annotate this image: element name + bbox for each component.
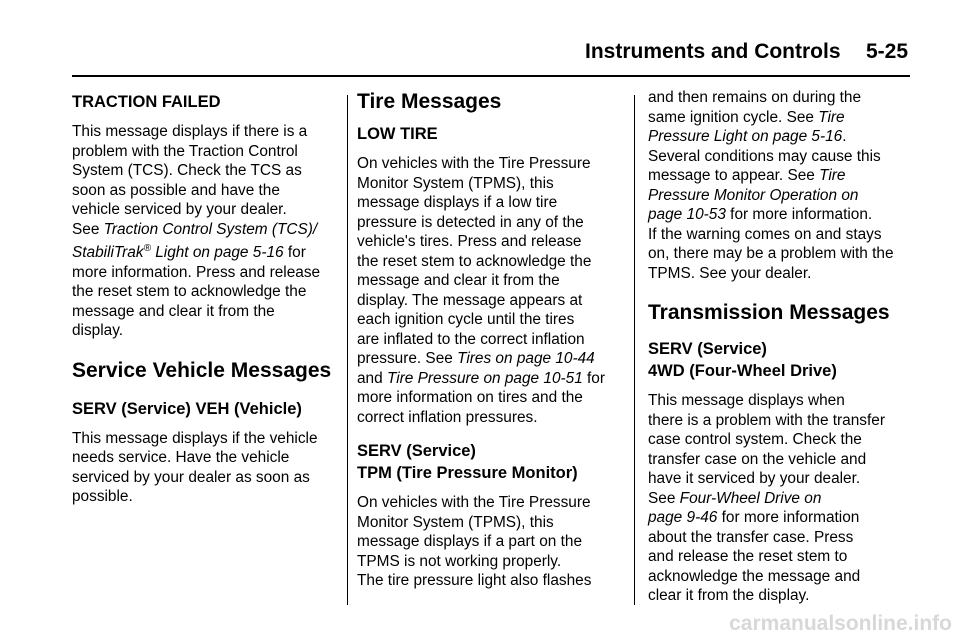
transmission-heading: Transmission Messages (648, 301, 890, 324)
body-line: more information on tires and the (357, 389, 583, 406)
body-line (648, 186, 916, 206)
serv-veh-heading: SERV (Service) VEH (Vehicle) (72, 399, 302, 418)
reference-link[interactable]: Tire Pressure on page 10-51 (386, 369, 583, 387)
reference-link[interactable]: Tire (818, 108, 845, 126)
body-line: This message displays if there is a (72, 123, 308, 140)
body-line: System (TCS). Check the TCS as (72, 162, 302, 179)
body-line: message to appear. See Tire (648, 167, 846, 184)
reference-link[interactable]: Traction Control System (TCS)/ (103, 220, 318, 238)
body-line: On vehicles with the Tire Pressure (357, 494, 591, 511)
body-line: on, there may be a problem with the (648, 245, 894, 262)
body-line: This message displays if the vehicle (72, 429, 318, 447)
tire-messages-heading: Tire Messages (357, 90, 502, 113)
body-line: serviced by your dealer as soon as (72, 468, 310, 486)
body-line: vehicle serviced by your dealer. (72, 201, 287, 218)
body-line: acknowledge the message and (648, 567, 861, 585)
body-line: there is a problem with the transfer (648, 411, 885, 429)
traction-failed-heading: TRACTION FAILED (72, 93, 221, 111)
body-line: the reset stem to acknowledge the (72, 283, 307, 301)
reference-link[interactable]: Pressure Light on page 5-16 (648, 128, 843, 145)
reference-link[interactable]: Tire (819, 167, 846, 184)
page-number: 5-25 (866, 40, 909, 63)
body-line: and release the reset stem to (648, 548, 848, 565)
body-line: and then remains on during the (648, 89, 862, 106)
body-line: possible. (72, 488, 133, 506)
body-line: message and clear it from the (357, 272, 560, 289)
column-3 (648, 88, 916, 606)
section-title: Instruments and Controls (585, 40, 841, 63)
reference-link[interactable]: Four-Wheel Drive on (679, 489, 822, 507)
body-line: about the transfer case. Press (648, 528, 854, 546)
page-header (0, 0, 960, 80)
reference-link[interactable]: StabiliTrak® Light on page 5-16 (72, 243, 284, 262)
reference-link[interactable]: page 9-46 (648, 509, 718, 526)
tpm-heading-line1: SERV (Service) (357, 442, 476, 460)
body-line: message displays if a low tire (357, 194, 558, 211)
body-line: needs service. Have the vehicle (72, 449, 290, 467)
reference-link[interactable]: page 10-53 (648, 206, 726, 223)
low-tire-heading: LOW TIRE (357, 125, 438, 143)
column-1 (72, 88, 340, 507)
body-line: problem with the Traction Control (72, 142, 298, 160)
body-line: message displays if a part on the (357, 533, 582, 550)
body-line: On vehicles with the Tire Pressure (357, 155, 591, 172)
body-line: Monitor System (TPMS), this (357, 513, 554, 531)
body-line: have it serviced by your dealer. (648, 470, 861, 487)
body-line: TPMS is not working properly. (357, 552, 562, 570)
body-line: clear it from the display. (648, 587, 810, 604)
body-line: each ignition cycle until the tires (357, 311, 575, 328)
body-line: soon as possible and have the (72, 181, 280, 199)
body-line: same ignition cycle. See Tire (648, 108, 845, 126)
body-line: display. The message appears at (357, 291, 583, 309)
body-line: TPMS. See your dealer. (648, 264, 812, 282)
body-line: display. (72, 322, 124, 340)
tpm-heading-line2: TPM (Tire Pressure Monitor) (357, 464, 578, 482)
body-line: are inflated to the correct inflation (357, 330, 585, 348)
body-line: StabiliTrak® Light on page 5-16 for (72, 243, 306, 262)
reference-link[interactable]: Tires on page 10-44 (457, 350, 595, 367)
body-line: See Traction Control System (TCS)/ (72, 220, 318, 238)
body-line: The tire pressure light also flashes (357, 572, 592, 589)
reference-link[interactable]: Pressure Monitor Operation on (648, 186, 859, 204)
fwd-heading-line2: 4WD (Four-Wheel Drive) (648, 362, 837, 380)
column-2 (357, 88, 622, 591)
body-line: pressure is detected in any of the (357, 213, 584, 231)
watermark: carmanualsonline.info (729, 612, 952, 635)
body-line: Several conditions may cause this (648, 147, 881, 165)
registered-mark: ® (143, 243, 151, 254)
body-line: case control system. Check the (648, 431, 862, 448)
body-line: This message displays when (648, 392, 845, 409)
column-divider (634, 95, 635, 605)
body-line: If the warning comes on and stays (648, 225, 882, 243)
body-line: transfer case on the vehicle and (648, 450, 867, 468)
body-line: the reset stem to acknowledge the (357, 252, 592, 270)
body-line: message and clear it from the (72, 302, 275, 320)
body-line: and Tire Pressure on page 10-51 for (357, 369, 605, 387)
body-line: See Four-Wheel Drive on (648, 489, 822, 507)
body-line: page 9-46 for more information (648, 509, 860, 526)
body-line: pressure. See Tires on page 10-44 (357, 350, 595, 367)
service-vehicle-heading: Service Vehicle Messages (72, 358, 332, 382)
body-line: Monitor System (TPMS), this (357, 174, 554, 192)
body-line: vehicle's tires. Press and release (357, 233, 582, 250)
body-line: correct inflation pressures. (357, 408, 538, 426)
column-divider (347, 95, 348, 605)
body-line: Pressure Light on page 5-16. (648, 128, 847, 145)
body-line: more information. Press and release (72, 263, 321, 281)
fwd-heading-line1: SERV (Service) (648, 340, 767, 358)
header-rule (72, 75, 910, 77)
body-line: page 10-53 for more information. (648, 206, 873, 223)
